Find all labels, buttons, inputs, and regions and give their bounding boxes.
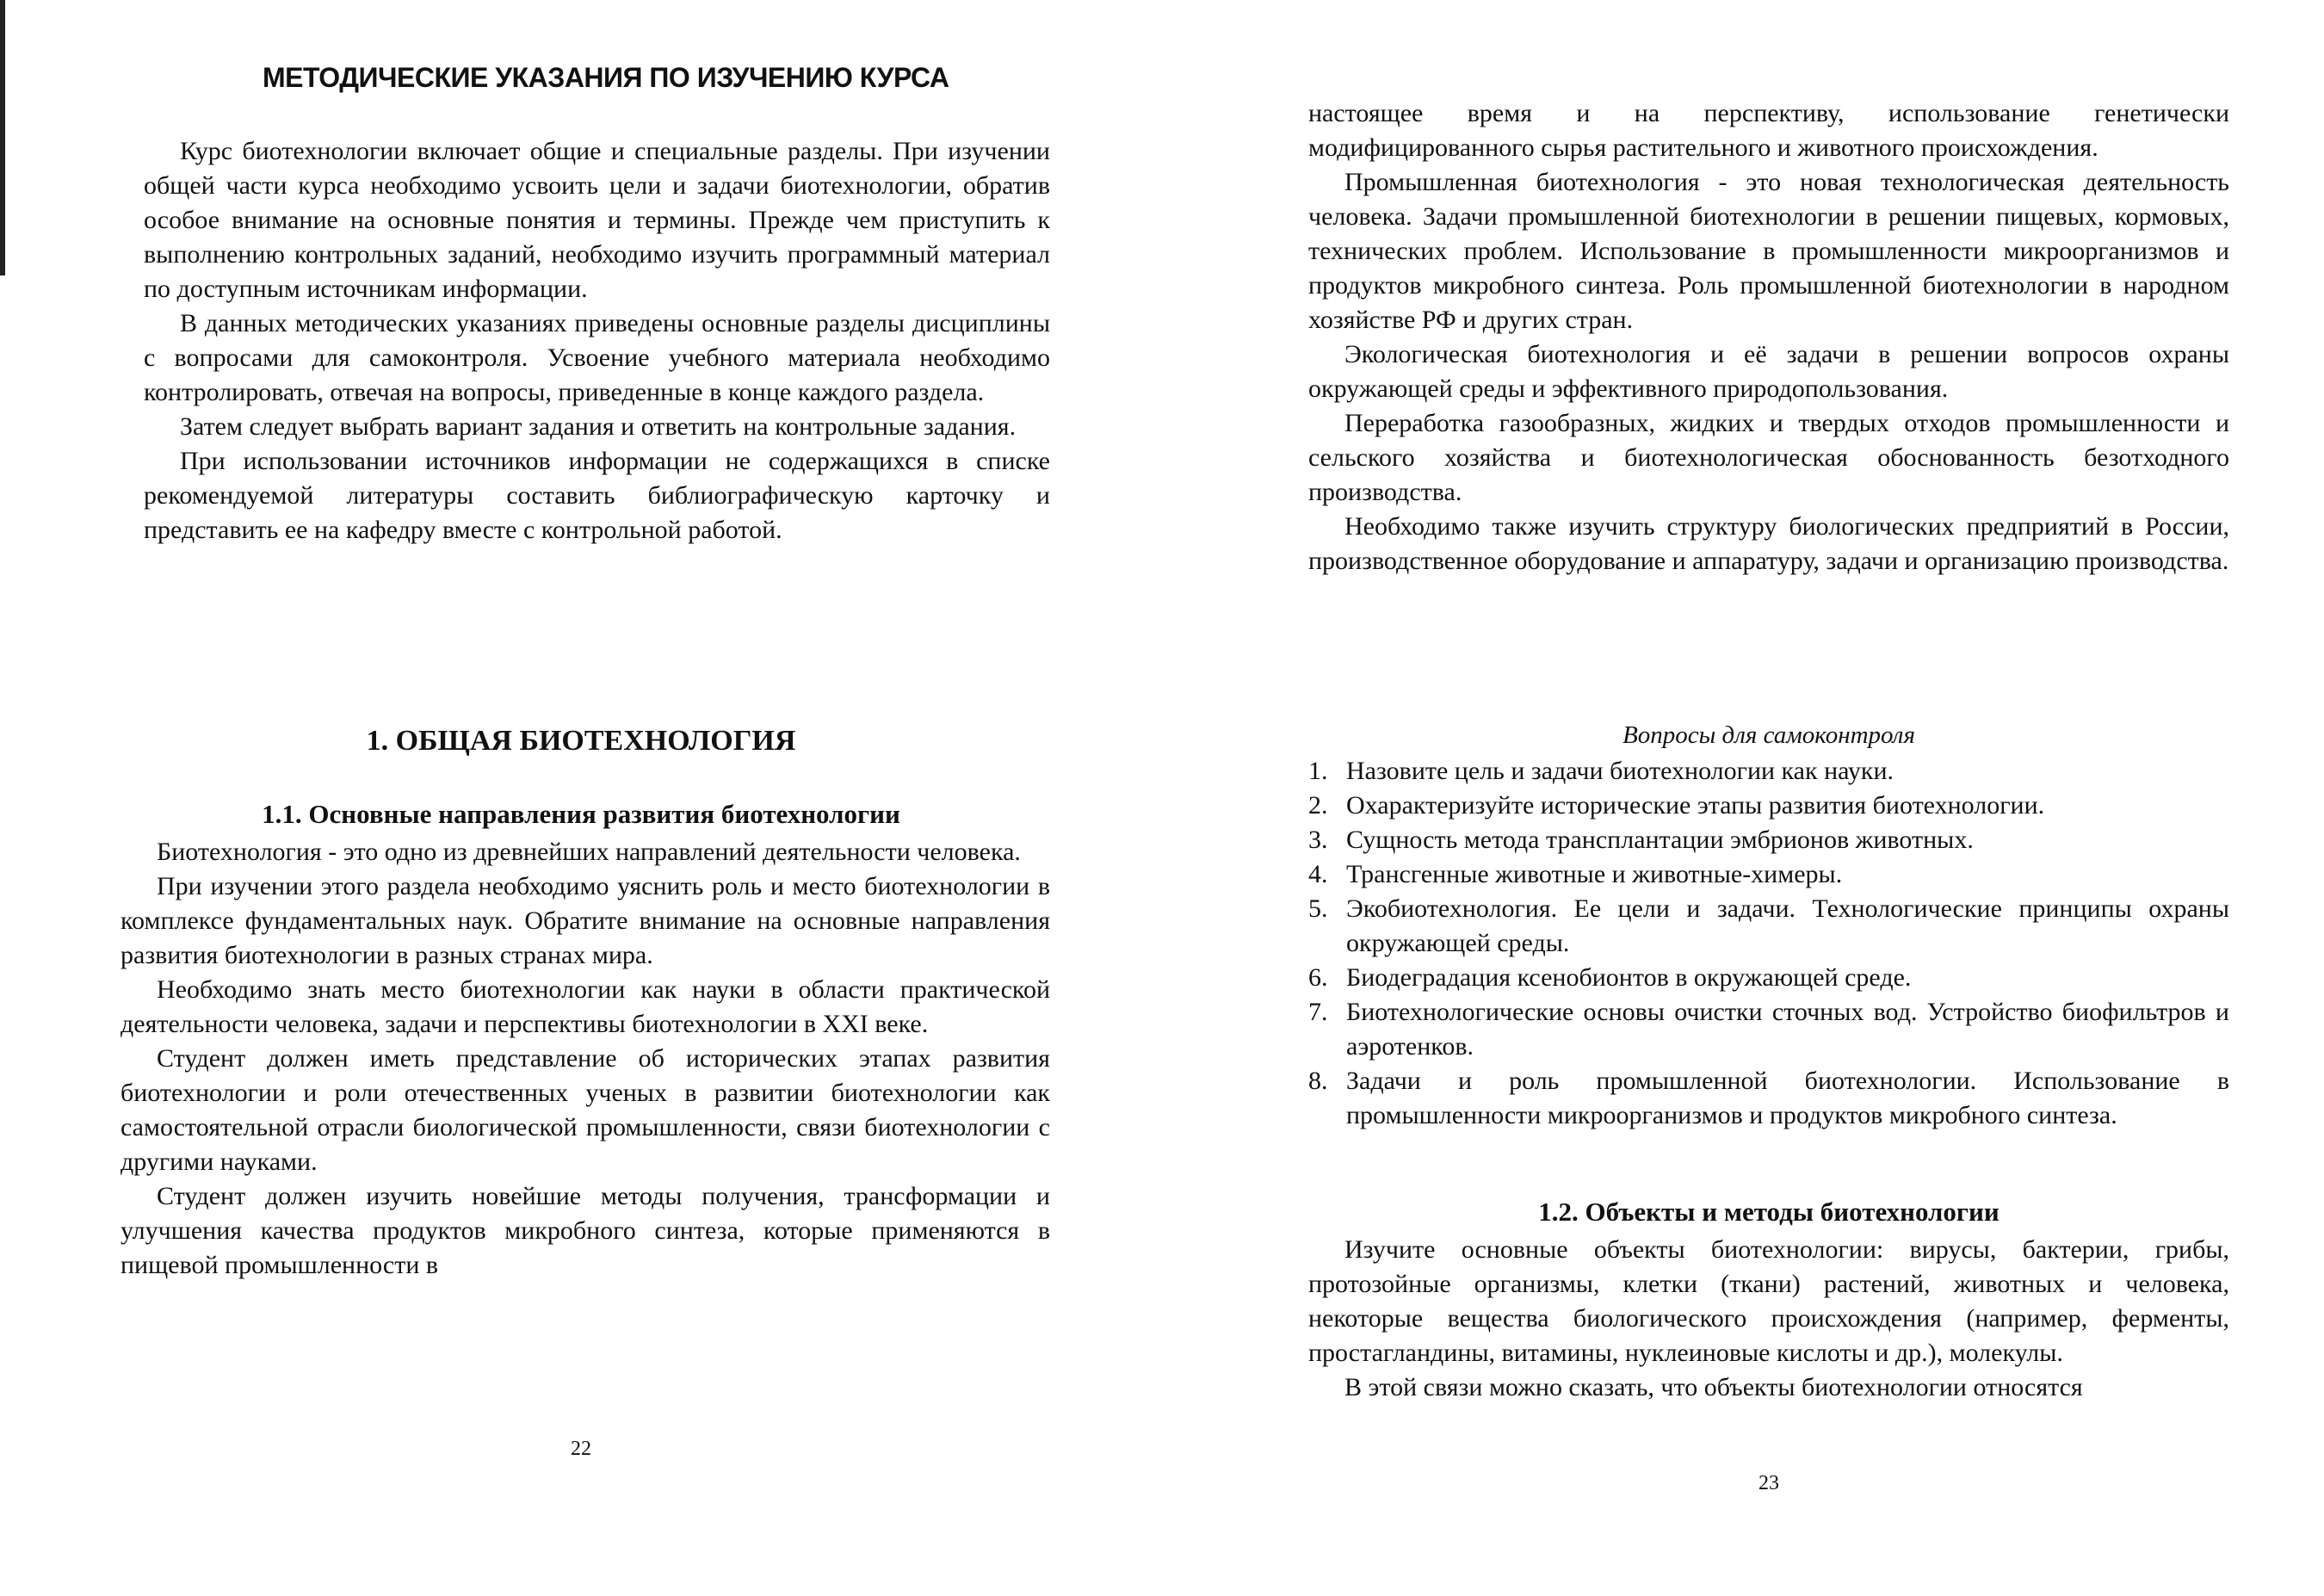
question-number: 8. <box>1308 1067 1328 1095</box>
intro-paragraph: Курс биотехнологии включает общие и специальные разделы. При изучении общей части курса необходимо усвоить цели и задачи биотехнологии, обратив особое внимание на основные понятия и термины. Прежде чем приступить к выполнению контрольных заданий, необходимо изучить программный материал по доступным источникам информации. <box>144 137 1050 303</box>
question-number: 4. <box>1308 860 1328 888</box>
body-paragraph: настоящее время и на перспективу, использование генетически модифицированного сырья растительного и животного происхождения. <box>1308 99 2229 162</box>
subsection-title: 1.1. Основные направления развития биотехнологии <box>262 799 900 829</box>
intro-paragraph: В данных методических указаниях приведены основные разделы дисциплины с вопросами для самоконтроля. Усвоение учебного материала необходимо контролировать, отвечая на вопросы, приведенные в конце каждого раздела. <box>144 309 1050 406</box>
page-number: 23 <box>1758 1472 1779 1494</box>
question-number: 2. <box>1308 791 1328 820</box>
questions-title: Вопросы для самоконтроля <box>1622 721 1915 749</box>
list-item <box>1308 754 2229 789</box>
body-paragraph: Изучите основные объекты биотехнологии: вирусы, бактерии, грибы, протозойные организмы, клетки (ткани) растений, животных и человека, некоторые вещества биологического происхождения (например, ферменты, простагландины, витамины, нуклеиновые кислоты и др.), молекулы. <box>1308 1235 2229 1367</box>
section-title: 1. ОБЩАЯ БИОТЕХНОЛОГИЯ <box>366 725 796 757</box>
left-page <box>112 0 1050 1596</box>
binding-edge-line <box>0 0 5 275</box>
question-number: 5. <box>1308 894 1328 923</box>
intro-paragraph: Затем следует выбрать вариант задания и ответить на контрольные задания. <box>180 412 1017 441</box>
question-text: Задачи и роль промышленной биотехнологии. Использование в промышленности микроорганизмов и продуктов микробного синтеза. <box>1346 1067 2229 1129</box>
continuation-block <box>1308 96 2229 578</box>
body-paragraph: Экологическая биотехнология и её задачи в решении вопросов охраны окружающей среды и эффективного природопользования. <box>1308 340 2229 403</box>
questions-list <box>1308 754 2229 1133</box>
subsection-title: 1.2. Объекты и методы биотехнологии <box>1538 1197 2000 1227</box>
question-text: Экобиотехнология. Ее цели и задачи. Технологические принципы охраны окружающей среды. <box>1346 894 2229 957</box>
list-item <box>1308 892 2229 961</box>
page-number: 22 <box>571 1438 591 1460</box>
body-paragraph: Промышленная биотехнология - это новая технологическая деятельность человека. Задачи промышленной биотехнологии в решении пищевых, кормовых, технических проблем. Использование в промышленности микроорганизмов и продуктов микробного синтеза. Роль промышленной биотехнологии в народном хозяйстве РФ и других стран. <box>1308 168 2229 334</box>
body-paragraph: В этой связи можно сказать, что объекты биотехнологии относятся <box>1344 1373 2083 1401</box>
list-item <box>1308 823 2229 857</box>
subsection-block <box>1308 1233 2229 1405</box>
list-item <box>1308 1064 2229 1133</box>
subsection-block <box>121 835 1050 1283</box>
question-text: Назовите цель и задачи биотехнологии как науки. <box>1346 757 1894 785</box>
question-number: 7. <box>1308 998 1328 1026</box>
body-paragraph: Студент должен иметь представление об исторических этапах развития биотехнологии и роли отечественных ученых в развитии биотехнологии как самостоятельной отрасли биологической промышленности, связи биотехнологии с другими науками. <box>121 1044 1050 1176</box>
question-number: 6. <box>1308 963 1328 992</box>
body-paragraph: Биотехнология - это одно из древнейших направлений деятельности человека. <box>157 838 1021 866</box>
question-text: Охарактеризуйте исторические этапы развития биотехнологии. <box>1346 791 2045 820</box>
question-text: Сущность метода трансплантации эмбрионов животных. <box>1346 826 1974 854</box>
body-paragraph: Студент должен изучить новейшие методы получения, трансформации и улучшения качества продуктов микробного синтеза, которые применяются в пищевой промышленности в <box>121 1182 1050 1279</box>
list-item <box>1308 857 2229 892</box>
body-paragraph: Необходимо знать место биотехнологии как науки в области практической деятельности человека, задачи и перспективы биотехнологии в XXI веке. <box>121 975 1050 1038</box>
document-title: МЕТОДИЧЕСКИЕ УКАЗАНИЯ ПО ИЗУЧЕНИЮ КУРСА <box>263 62 949 93</box>
body-paragraph: Переработка газообразных, жидких и твердых отходов промышленности и сельского хозяйства и биотехнологическая обоснованность безотходного производства. <box>1308 409 2229 506</box>
intro-paragraph: При использовании источников информации не содержащихся в списке рекомендуемой литературы составить библиографическую карточку и представить ее на кафедру вместе с контрольной работой. <box>144 447 1050 544</box>
question-text: Трансгенные животные и животные-химеры. <box>1346 860 1843 888</box>
body-paragraph: При изучении этого раздела необходимо уяснить роль и место биотехнологии в комплексе фундаментальных наук. Обратите внимание на основные направления развития биотехнологии в разных странах мира. <box>121 872 1050 969</box>
question-text: Биодеградация ксенобионтов в окружающей среде. <box>1346 963 1912 992</box>
list-item <box>1308 961 2229 995</box>
question-number: 1. <box>1308 757 1328 785</box>
list-item <box>1308 995 2229 1064</box>
list-item <box>1308 789 2229 823</box>
intro-block <box>144 134 1050 547</box>
question-text: Биотехнологические основы очистки сточных вод. Устройство биофильтров и аэротенков. <box>1346 998 2229 1061</box>
right-page <box>1308 0 2229 1596</box>
body-paragraph: Необходимо также изучить структуру биологических предприятий в России, производственное оборудование и аппаратуру, задачи и организацию производства. <box>1308 512 2229 575</box>
question-number: 3. <box>1308 826 1328 854</box>
